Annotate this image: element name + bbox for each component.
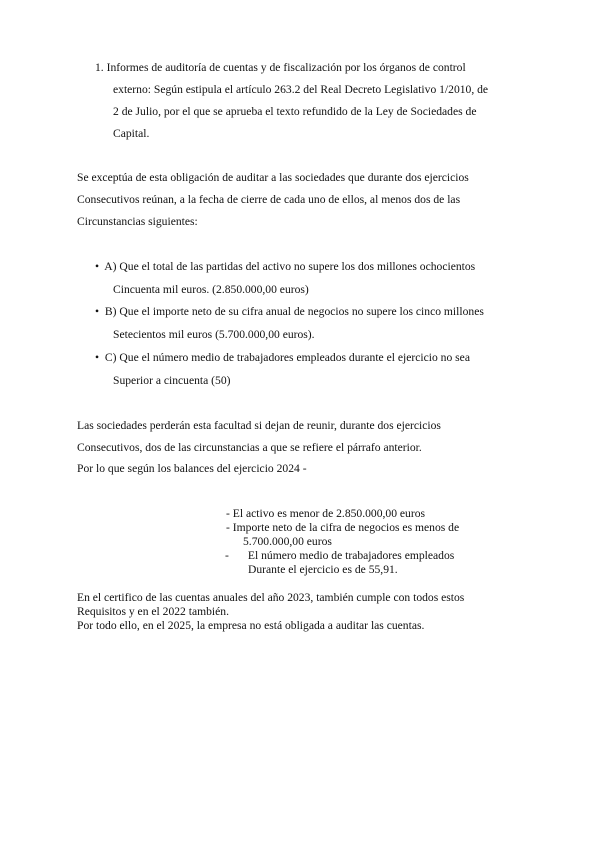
paragraph-line: Se exceptúa de esta obligación de auditar a las sociedades que durante dos ejercicios [77, 171, 469, 184]
finding-activo [226, 507, 425, 521]
list-item-text: 2 de Julio, por el que se aprueba el texto refundido de la Ley de Sociedades de [113, 105, 477, 118]
finding-text: 5.700.000,00 euros [243, 535, 332, 548]
condition-text: Superior a cincuenta (50) [113, 374, 231, 387]
condition-text: A) Que el total de las partidas del activo no supere los dos millones ochocientos [104, 260, 476, 273]
list-item-text: Informes de auditoría de cuentas y de fiscalización por los órganos de control [106, 61, 466, 74]
paragraph-line: Requisitos y en el 2022 también. [77, 605, 229, 618]
finding-trabajadores [225, 549, 454, 563]
bullet-icon: • [95, 305, 100, 318]
paragraph-line: Circunstancias siguientes: [77, 215, 198, 228]
list-item-first-line [95, 61, 466, 75]
paragraph-line: Las sociedades perderán esta facultad si dejan de reunir, durante dos ejercicios [77, 419, 441, 432]
paragraph-line: Por todo ello, en el 2025, la empresa no está obligada a auditar las cuentas. [77, 619, 425, 632]
condition-text: Setecientos mil euros (5.700.000,00 euros). [113, 328, 315, 341]
dash-marker: - [225, 549, 229, 562]
list-marker: 1. [95, 61, 104, 74]
finding-text: Durante el ejercicio es de 55,91. [248, 563, 398, 576]
finding-text: El número medio de trabajadores empleados [247, 549, 455, 562]
paragraph-line: En el certifico de las cuentas anuales del año 2023, también cumple con todos estos [77, 591, 465, 604]
finding-importe [226, 521, 459, 535]
paragraph-line: Por lo que según los balances del ejercicio 2024 - [77, 462, 307, 475]
list-item-text: Capital. [113, 127, 150, 140]
condition-text: B) Que el importe neto de su cifra anual de negocios no supere los cinco millones [104, 305, 484, 318]
condition-text: Cincuenta mil euros. (2.850.000,00 euros) [113, 283, 309, 296]
condition-text: C) Que el número medio de trabajadores empleados durante el ejercicio no sea [104, 351, 470, 364]
bullet-icon: • [95, 260, 100, 273]
finding-text: El activo es menor de 2.850.000,00 euros [232, 507, 426, 520]
list-item-text: externo: Según estipula el artículo 263.2 del Real Decreto Legislativo 1/2010, de [113, 83, 489, 96]
paragraph-line: Consecutivos, dos de las circunstancias a que se refiere el párrafo anterior. [77, 441, 422, 454]
finding-text: Importe neto de la cifra de negocios es menos de [232, 521, 460, 534]
bullet-icon: • [95, 351, 100, 364]
dash-marker: - [226, 507, 230, 520]
dash-marker: - [226, 521, 230, 534]
paragraph-line: Consecutivos reúnan, a la fecha de cierre de cada uno de ellos, al menos dos de las [77, 193, 461, 206]
